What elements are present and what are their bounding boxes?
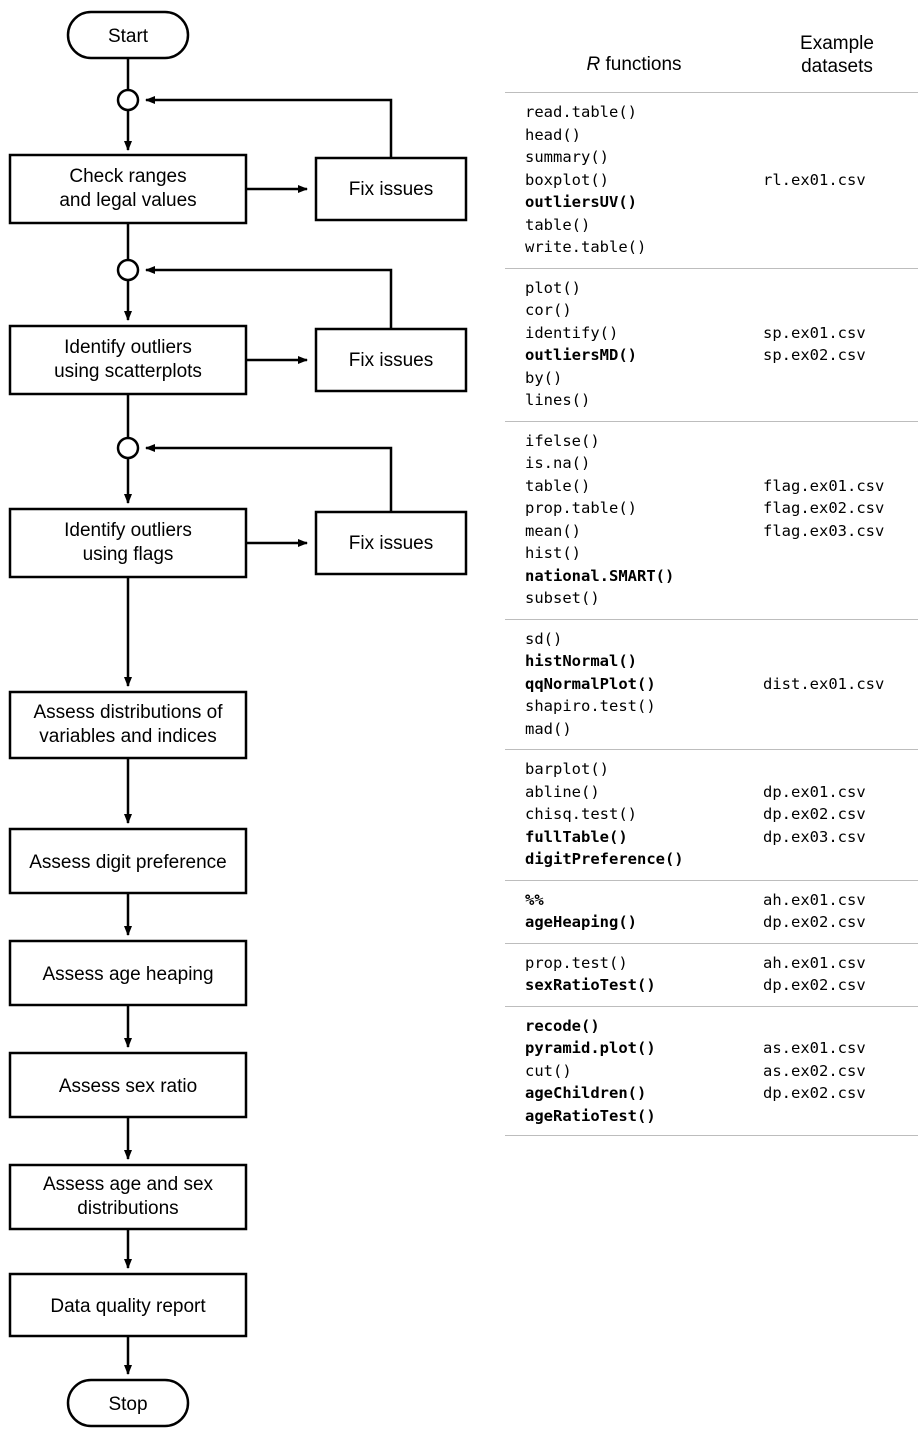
cell-functions: [525, 277, 747, 412]
function-name: table(): [525, 476, 591, 495]
function-name: table(): [525, 215, 591, 234]
node-fix-issues-3: [316, 512, 466, 574]
node-identify-outliers-scatterplots-label-line1: Identify outliers: [64, 337, 192, 358]
dataset-name: sp.ex01.csv: [763, 323, 866, 342]
table-row: [505, 421, 918, 619]
function-name: histNormal(): [525, 652, 637, 670]
function-name: boxplot(): [525, 170, 609, 189]
node-start-label: Start: [107, 26, 149, 47]
function-name: outliersMD(): [525, 346, 637, 364]
node-fix-issues-1: [316, 158, 466, 220]
function-name: ageChildren(): [525, 1084, 647, 1102]
node-stop: [68, 1380, 188, 1426]
dataset-name: flag.ex03.csv: [763, 521, 885, 540]
node-assess-age-sex-distributions-label-line2: distributions: [77, 1198, 179, 1219]
function-name: ifelse(): [525, 431, 600, 450]
dataset-name: as.ex02.csv: [763, 1061, 866, 1080]
cell-functions: [525, 952, 747, 997]
function-name: chisq.test(): [525, 805, 637, 823]
function-name: prop.table(): [525, 499, 637, 517]
cell-datasets: [763, 1037, 913, 1105]
function-name: outliersUV(): [525, 193, 637, 211]
node-fix-issues-2: [316, 329, 466, 391]
column-header-functions: [525, 54, 743, 76]
node-assess-distributions: [10, 692, 246, 758]
column-header-functions-rest: functions: [600, 54, 682, 75]
cell-functions: [525, 628, 747, 741]
node-stop-label: Stop: [108, 1394, 148, 1415]
dataset-name: dp.ex02.csv: [763, 913, 866, 931]
function-name: summary(): [525, 148, 609, 166]
node-identify-outliers-flags-label-line2: using flags: [82, 544, 174, 565]
function-name: fullTable(): [525, 827, 628, 846]
node-assess-age-heaping: [10, 941, 246, 1005]
dataset-name: dp.ex01.csv: [763, 782, 866, 801]
node-check-ranges: [10, 155, 246, 223]
node-assess-age-heaping-label: Assess age heaping: [42, 964, 214, 985]
function-name: subset(): [525, 589, 600, 607]
function-name: cut(): [525, 1061, 572, 1080]
function-name: %%: [525, 890, 544, 909]
function-name: sexRatioTest(): [525, 976, 656, 994]
function-name: mad(): [525, 719, 572, 738]
node-assess-digit-preference: [10, 829, 246, 893]
function-name: barplot(): [525, 760, 609, 778]
node-assess-distributions-label-line1: Assess distributions of: [33, 702, 223, 723]
dataset-name: dp.ex02.csv: [763, 1084, 866, 1102]
junction-3: [118, 438, 138, 458]
dataset-name: sp.ex02.csv: [763, 346, 866, 364]
function-name: pyramid.plot(): [525, 1039, 656, 1057]
cell-functions: [525, 1015, 747, 1128]
node-assess-distributions-label-line2: variables and indices: [39, 726, 217, 747]
cell-datasets: [763, 322, 913, 367]
node-identify-outliers-scatterplots-label-line2: using scatterplots: [54, 361, 202, 382]
cell-datasets: [763, 952, 913, 997]
node-assess-age-sex-distributions: [10, 1165, 246, 1229]
node-assess-age-sex-distributions-label-line1: Assess age and sex: [42, 1174, 214, 1195]
node-data-quality-report: [10, 1274, 246, 1336]
cell-functions: [525, 889, 747, 934]
function-name: identify(): [525, 323, 619, 342]
function-name: is.na(): [525, 454, 591, 472]
dataset-name: dist.ex01.csv: [763, 674, 885, 693]
function-name: by(): [525, 368, 563, 387]
cell-functions: [525, 758, 747, 871]
junction-1: [118, 90, 138, 110]
function-name: national.SMART(): [525, 566, 675, 585]
function-name: sd(): [525, 629, 563, 648]
dataset-name: dp.ex03.csv: [763, 827, 866, 846]
function-name: hist(): [525, 544, 581, 562]
table-row: [505, 92, 918, 268]
node-assess-digit-preference-label: Assess digit preference: [29, 852, 227, 873]
dataset-name: dp.ex02.csv: [763, 805, 866, 823]
node-start: [68, 12, 188, 58]
table-row: [505, 749, 918, 880]
cell-datasets: [763, 475, 913, 543]
function-name: cor(): [525, 301, 572, 319]
dataset-name: dp.ex02.csv: [763, 976, 866, 994]
function-name: shapiro.test(): [525, 697, 656, 715]
function-name: qqNormalPlot(): [525, 674, 656, 693]
table-header: [505, 26, 918, 92]
table-row: [505, 943, 918, 1006]
cell-datasets: [763, 781, 913, 849]
node-identify-outliers-scatterplots: [10, 326, 246, 394]
dataset-name: flag.ex01.csv: [763, 476, 885, 495]
cell-datasets: [763, 169, 913, 192]
reference-table: [505, 0, 918, 1435]
cell-functions: [525, 430, 747, 610]
node-fix-issues-1-label: Fix issues: [348, 179, 434, 200]
dataset-name: ah.ex01.csv: [763, 890, 866, 909]
function-name: ageHeaping(): [525, 913, 637, 931]
table-row: [505, 880, 918, 943]
function-name: read.table(): [525, 103, 637, 121]
function-name: prop.test(): [525, 953, 628, 972]
function-name: lines(): [525, 391, 591, 409]
table-row: [505, 1006, 918, 1137]
node-identify-outliers-flags-label-line1: Identify outliers: [64, 520, 192, 541]
junction-2: [118, 260, 138, 280]
dataset-name: rl.ex01.csv: [763, 170, 866, 189]
cell-datasets: [763, 889, 913, 934]
node-assess-sex-ratio-label: Assess sex ratio: [58, 1076, 198, 1097]
column-header-functions-italic: R: [586, 54, 601, 75]
node-fix-issues-3-label: Fix issues: [348, 533, 434, 554]
node-data-quality-report-label: Data quality report: [50, 1296, 206, 1317]
dataset-name: ah.ex01.csv: [763, 953, 866, 972]
column-header-datasets: [757, 32, 917, 78]
dataset-name: as.ex01.csv: [763, 1039, 866, 1057]
function-name: head(): [525, 125, 581, 144]
function-name: write.table(): [525, 238, 647, 256]
dataset-name: flag.ex02.csv: [763, 499, 885, 517]
node-assess-sex-ratio: [10, 1053, 246, 1117]
cell-datasets: [763, 673, 913, 696]
node-fix-issues-2-label: Fix issues: [348, 350, 434, 371]
node-check-ranges-label-line2: and legal values: [59, 190, 197, 211]
function-name: abline(): [525, 782, 600, 801]
table-row: [505, 619, 918, 750]
table-body: [505, 92, 918, 1136]
node-identify-outliers-flags: [10, 509, 246, 577]
node-check-ranges-label-line1: Check ranges: [69, 166, 187, 187]
table-row: [505, 268, 918, 421]
column-header-datasets-line2: datasets: [801, 56, 873, 77]
function-name: plot(): [525, 278, 581, 297]
function-name: digitPreference(): [525, 850, 684, 868]
function-name: recode(): [525, 1016, 600, 1035]
cell-functions: [525, 101, 747, 259]
function-name: ageRatioTest(): [525, 1106, 656, 1125]
function-name: mean(): [525, 521, 581, 540]
column-header-datasets-line1: Example: [800, 33, 874, 54]
